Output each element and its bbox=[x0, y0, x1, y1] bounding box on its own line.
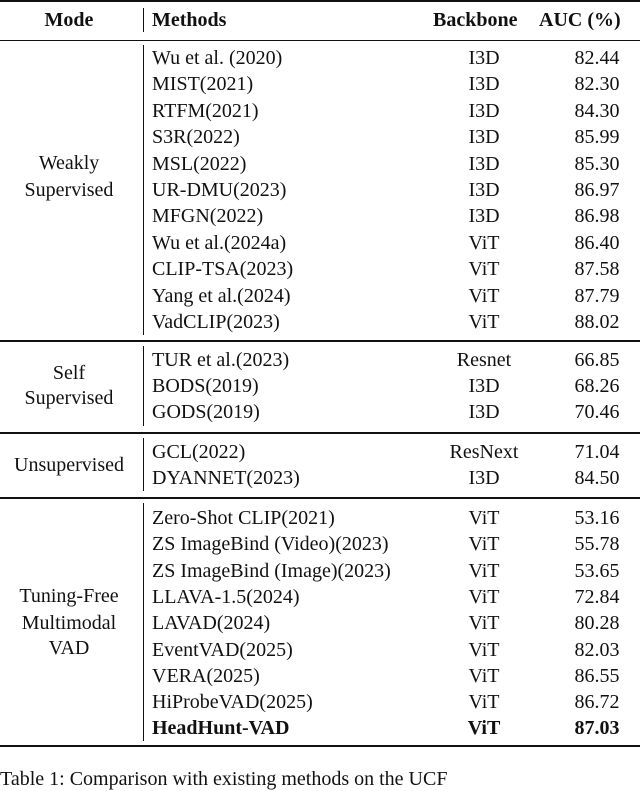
column-divider bbox=[143, 503, 144, 741]
backbone-value: I3D bbox=[468, 47, 500, 69]
backbone-value: ViT bbox=[468, 612, 500, 635]
backbone-value: ViT bbox=[468, 311, 500, 333]
group-rule bbox=[0, 340, 640, 342]
backbone-value: ViT bbox=[468, 533, 500, 556]
method-name: GCL(2022) bbox=[152, 441, 246, 463]
backbone-value: I3D bbox=[468, 401, 500, 423]
auc-value: 72.84 bbox=[574, 585, 620, 608]
auc-value: 86.55 bbox=[574, 664, 620, 687]
auc-value: 82.03 bbox=[574, 638, 620, 661]
backbone-value: I3D bbox=[468, 126, 500, 149]
mode-label: Tuning-Free bbox=[19, 585, 119, 607]
auc-value: 85.99 bbox=[574, 126, 620, 149]
auc-value: 86.97 bbox=[574, 179, 620, 201]
method-name: S3R(2022) bbox=[152, 126, 240, 149]
mode-label: Self bbox=[52, 362, 86, 384]
mode-label: Supervised bbox=[24, 179, 114, 201]
auc-value: 53.65 bbox=[574, 559, 620, 582]
method-name: LAVAD(2024) bbox=[152, 612, 271, 635]
auc-value: 88.02 bbox=[574, 311, 620, 333]
bottom-rule bbox=[0, 745, 640, 747]
mode-label: Multimodal bbox=[21, 612, 117, 634]
backbone-value: I3D bbox=[468, 205, 500, 228]
method-name: RTFM(2021) bbox=[152, 99, 259, 122]
header-mode: Mode bbox=[44, 9, 94, 31]
header-divider bbox=[143, 8, 144, 32]
auc-value: 55.78 bbox=[574, 533, 620, 556]
auc-value: 82.30 bbox=[574, 73, 620, 96]
mode-label: Weakly bbox=[38, 152, 100, 174]
auc-value: 84.30 bbox=[574, 99, 620, 122]
group-rule bbox=[0, 497, 640, 499]
header-rule bbox=[0, 40, 640, 41]
auc-value: 87.79 bbox=[574, 284, 620, 307]
method-name: Wu et al.(2024a) bbox=[152, 231, 287, 254]
auc-value: 68.26 bbox=[574, 375, 620, 397]
backbone-value: I3D bbox=[468, 467, 500, 489]
backbone-value: ResNext bbox=[449, 441, 519, 463]
method-name: GODS(2019) bbox=[152, 401, 260, 423]
method-name: LLAVA-1.5(2024) bbox=[152, 585, 300, 608]
column-divider bbox=[143, 438, 144, 491]
auc-value: 82.44 bbox=[574, 47, 620, 69]
method-name: EventVAD(2025) bbox=[152, 638, 293, 661]
backbone-value: I3D bbox=[468, 179, 500, 201]
header-backbone: Backbone bbox=[433, 9, 518, 31]
top-rule bbox=[0, 0, 640, 2]
auc-value: 71.04 bbox=[574, 441, 620, 463]
backbone-value: ViT bbox=[468, 231, 500, 254]
method-name: VERA(2025) bbox=[152, 664, 260, 687]
method-name: ZS ImageBind (Image)(2023) bbox=[152, 559, 391, 582]
backbone-value: I3D bbox=[468, 73, 500, 96]
method-name: BODS(2019) bbox=[152, 375, 259, 397]
auc-value: 53.16 bbox=[574, 507, 620, 529]
auc-value: 84.50 bbox=[574, 467, 620, 489]
auc-value: 87.03 bbox=[574, 717, 620, 740]
column-divider bbox=[143, 346, 144, 426]
backbone-value: ViT bbox=[468, 638, 500, 661]
header-methods: Methods bbox=[152, 9, 227, 31]
method-name: VadCLIP(2023) bbox=[152, 311, 280, 333]
auc-value: 86.40 bbox=[574, 231, 620, 254]
backbone-value: ViT bbox=[468, 507, 500, 529]
backbone-value: ViT bbox=[468, 284, 500, 307]
table-caption: Table 1: Comparison with existing methods on the UCF bbox=[0, 768, 448, 790]
backbone-value: ViT bbox=[468, 691, 500, 714]
auc-value: 86.72 bbox=[574, 691, 620, 714]
auc-value: 80.28 bbox=[574, 612, 620, 635]
backbone-value: ViT bbox=[468, 258, 500, 281]
mode-label: Supervised bbox=[24, 387, 114, 409]
mode-label: Unsupervised bbox=[14, 454, 124, 476]
method-name: HeadHunt-VAD bbox=[152, 717, 290, 740]
method-name: MFGN(2022) bbox=[152, 205, 264, 228]
group-rule bbox=[0, 432, 640, 434]
backbone-value: Resnet bbox=[456, 349, 512, 371]
backbone-value: I3D bbox=[468, 99, 500, 122]
column-divider bbox=[143, 45, 144, 335]
mode-label: VAD bbox=[48, 637, 90, 659]
method-name: Zero-Shot CLIP(2021) bbox=[152, 507, 335, 529]
backbone-value: ViT bbox=[468, 664, 500, 687]
method-name: UR-DMU(2023) bbox=[152, 179, 287, 201]
backbone-value: ViT bbox=[468, 585, 500, 608]
method-name: ZS ImageBind (Video)(2023) bbox=[152, 533, 389, 556]
backbone-value: ViT bbox=[467, 717, 501, 740]
method-name: TUR et al.(2023) bbox=[152, 349, 290, 371]
backbone-value: I3D bbox=[468, 375, 500, 397]
method-name: MIST(2021) bbox=[152, 73, 254, 96]
method-name: Yang et al.(2024) bbox=[152, 284, 291, 307]
auc-value: 86.98 bbox=[574, 205, 620, 228]
backbone-value: ViT bbox=[468, 559, 500, 582]
header-auc: AUC (%) bbox=[539, 9, 621, 31]
method-name: DYANNET(2023) bbox=[152, 467, 300, 489]
method-name: CLIP-TSA(2023) bbox=[152, 258, 294, 281]
auc-value: 66.85 bbox=[574, 349, 620, 371]
backbone-value: I3D bbox=[468, 152, 500, 175]
auc-value: 85.30 bbox=[574, 152, 620, 175]
method-name: Wu et al. (2020) bbox=[152, 47, 283, 69]
auc-value: 87.58 bbox=[574, 258, 620, 281]
auc-value: 70.46 bbox=[574, 401, 620, 423]
method-name: HiProbeVAD(2025) bbox=[152, 691, 313, 714]
method-name: MSL(2022) bbox=[152, 152, 247, 175]
